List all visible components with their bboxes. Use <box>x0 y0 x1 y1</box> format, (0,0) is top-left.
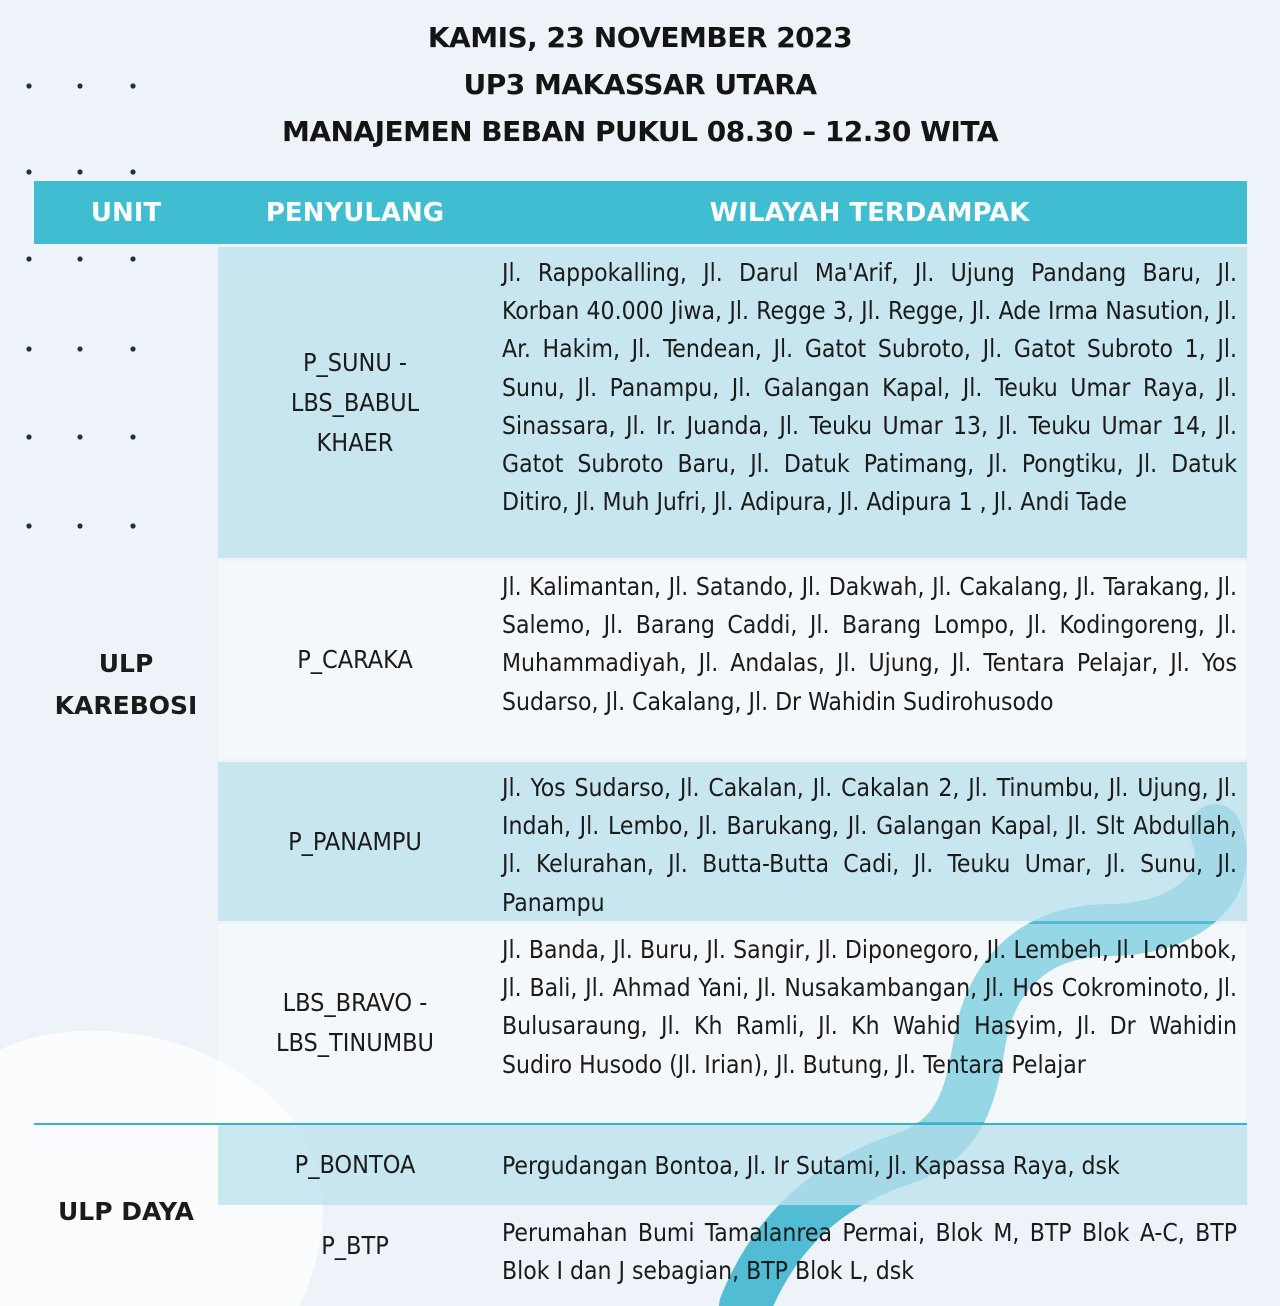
wilayah-cell: Jl. Kalimantan, Jl. Satando, Jl. Dakwah, Jl. Cakalang, Jl. Tarakang, Jl. Salemo, Jl. Barang Caddi, Jl. Barang Lompo, Jl. Kodingoreng, Jl. Muhammadiyah, Jl. Andalas, Jl. Ujung, Jl. Tentara Pelajar, Jl. Yos Sudarso, Jl. Cakalang, Jl. Dr Wahidin Sudirohusodo <box>502 572 1237 716</box>
wilayah-cell: Jl. Banda, Jl. Buru, Jl. Sangir, Jl. Diponegoro, Jl. Lembeh, Jl. Lombok, Jl. Bali, Jl. Ahmad Yani, Jl. Nusakambangan, Jl. Hos Cokrominoto, Jl. Bulusaraung, Jl. Kh Ramli, Jl. Kh Wahid Hasyim, Jl. Dr Wahidin Sudiro Husodo (Jl. Irian), Jl. Butung, Jl. Tentara Pelajar <box>502 935 1237 1079</box>
penyulang-cell <box>218 924 492 1122</box>
penyulang-label: LBS_TINUMBU <box>276 1028 434 1057</box>
penyulang-label: LBS_BRAVO - <box>282 988 428 1017</box>
table-row <box>218 924 1247 1122</box>
penyulang-label: P_SUNU - <box>302 347 408 377</box>
table-row <box>218 1208 1247 1306</box>
unit-cell-daya <box>34 1191 218 1233</box>
unit-cell-karebosi <box>34 643 218 727</box>
column-header-wilayah: WILAYAH TERDAMPAK <box>709 197 1030 228</box>
unit-label: KAREBOSI <box>54 691 198 720</box>
penyulang-label: KHAER <box>316 427 394 457</box>
table-row <box>218 762 1247 921</box>
table-row <box>218 1125 1247 1205</box>
wilayah-cell: Perumahan Bumi Tamalanrea Permai, Blok M, BTP Blok A-C, BTP Blok I dan J sebagian, BTP Blok L, dsk <box>502 1218 1237 1286</box>
wilayah-cell: Pergudangan Bontoa, Jl. Ir Sutami, Jl. Kapassa Raya, dsk <box>502 1151 1120 1180</box>
office-heading: UP3 MAKASSAR UTARA <box>463 68 817 101</box>
penyulang-cell <box>218 561 492 759</box>
penyulang-cell <box>218 1208 492 1306</box>
date-heading: KAMIS, 23 NOVEMBER 2023 <box>427 21 853 54</box>
penyulang-label: P_BONTOA <box>294 1150 416 1179</box>
penyulang-label: P_BTP <box>321 1231 389 1260</box>
unit-label: ULP <box>98 649 154 678</box>
penyulang-label: P_PANAMPU <box>288 826 422 856</box>
penyulang-label: LBS_BABUL <box>290 387 420 417</box>
table-row <box>218 247 1247 558</box>
penyulang-label: P_CARAKA <box>297 645 413 674</box>
penyulang-cell <box>218 1125 492 1205</box>
schedule-heading: MANAJEMEN BEBAN PUKUL 08.30 – 12.30 WITA <box>281 115 999 148</box>
column-header-unit: UNIT <box>90 197 162 228</box>
table-header <box>34 181 1247 244</box>
table-row <box>218 561 1247 759</box>
column-header-penyulang: PENYULANG <box>265 197 445 228</box>
penyulang-cell <box>218 247 492 558</box>
outage-table <box>34 181 1247 1286</box>
wilayah-cell: Jl. Yos Sudarso, Jl. Cakalan, Jl. Cakalan 2, Jl. Tinumbu, Jl. Ujung, Jl. Indah, Jl. Lembo, Jl. Barukang, Jl. Galangan Kapal, Jl. Slt Abdullah, Jl. Kelurahan, Jl. Butta-Butta Cadi, Jl. Teuku Umar, Jl. Sunu, Jl. Panampu <box>502 773 1237 917</box>
wilayah-cell: Jl. Rappokalling, Jl. Darul Ma'Arif, Jl. Ujung Pandang Baru, Jl. Korban 40.000 Jiwa, Jl. Regge 3, Jl. Regge, Jl. Ade Irma Nasution, Jl. Ar. Hakim, Jl. Tendean, Jl. Gatot Subroto, Jl. Gatot Subroto 1, Jl. Sunu, Jl. Panampu, Jl. Galangan Kapal, Jl. Teuku Umar Raya, Jl. Sinassara, Jl. Ir. Juanda, Jl. Teuku Umar 13, Jl. Teuku Umar 14, Jl. Gatot Subroto Baru, Jl. Datuk Patimang, Jl. Pongtiku, Jl. Datuk Ditiro, Jl. Muh Jufri, Jl. Adipura, Jl. Adipura 1 , Jl. Andi Tade <box>502 258 1237 517</box>
penyulang-cell <box>218 762 492 921</box>
unit-label: ULP DAYA <box>57 1197 195 1226</box>
announcement-title <box>0 14 1280 155</box>
